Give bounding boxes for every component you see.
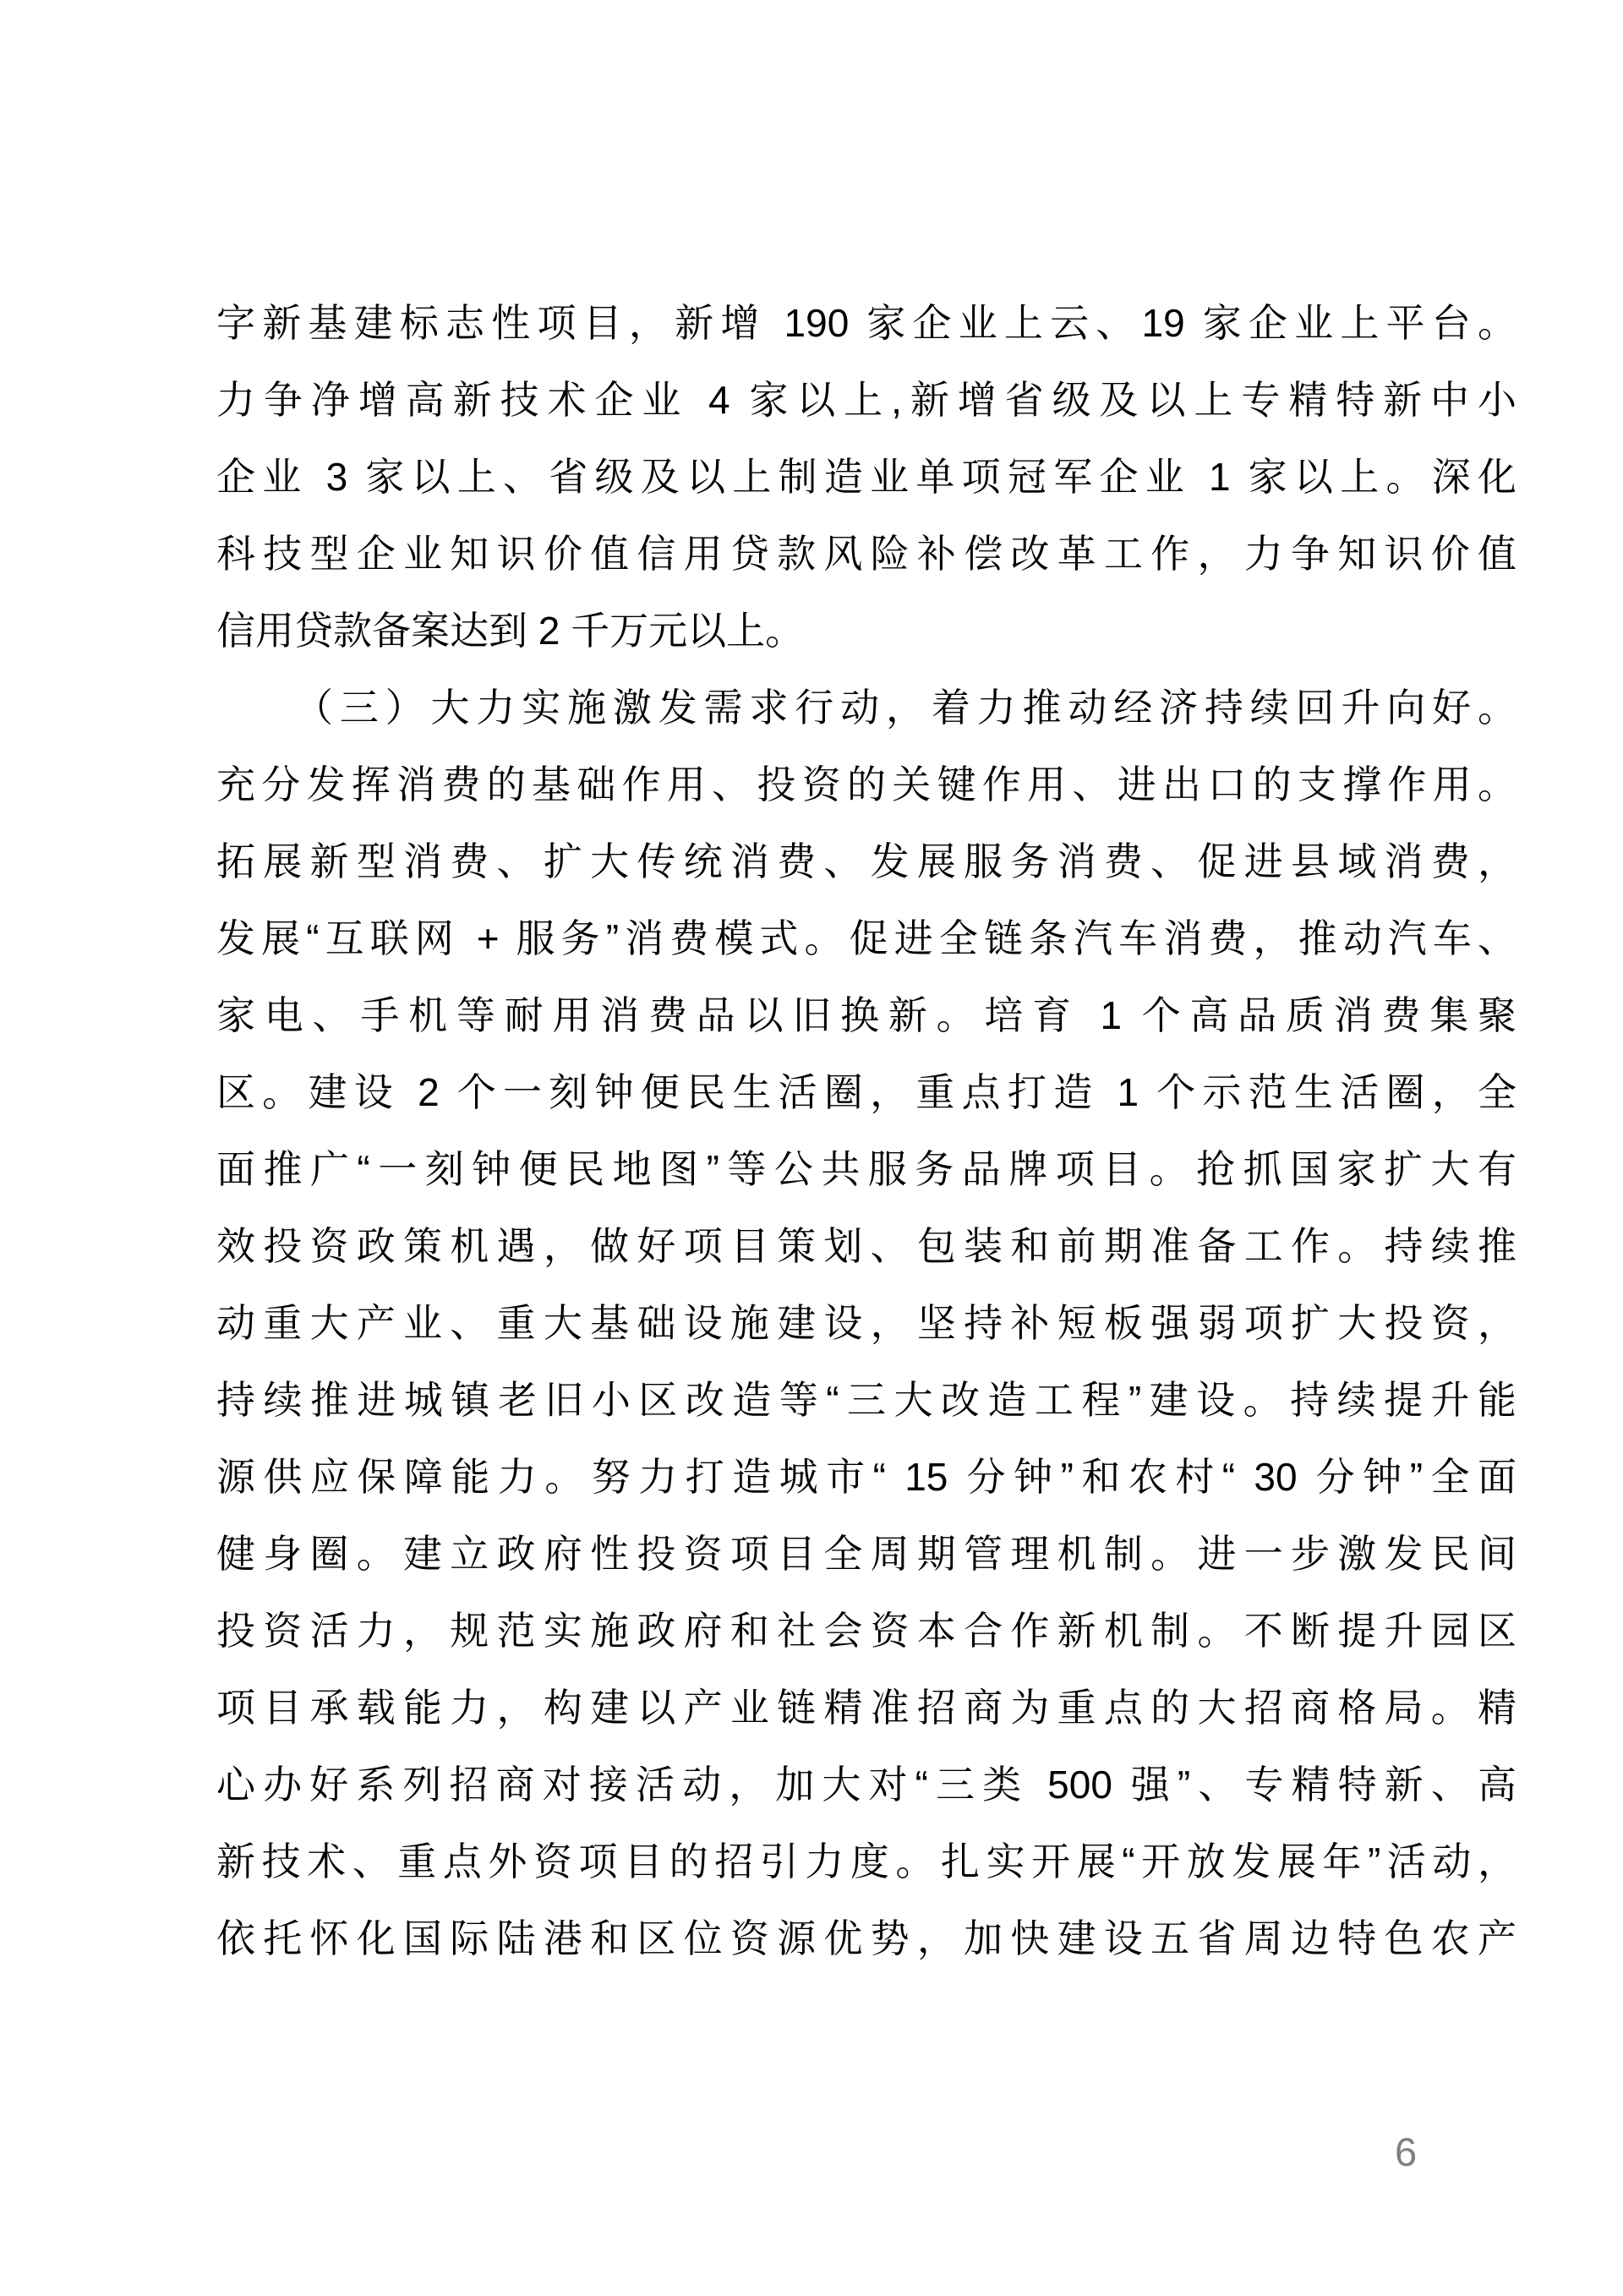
text-line: 健身圈。建立政府性投资项目全周期管理机制。进一步激发民间	[216, 1532, 1516, 1576]
text-line: 新技术、重点外资项目的招引力度。扎实开展“开放发展年”活动，	[216, 1840, 1516, 1883]
text-line: 字新基建标志性项目，新增 190 家企业上云、19 家企业上平台。	[216, 301, 1516, 345]
text-line: 源供应保障能力。努力打造城市“ 15 分钟”和农村“ 30 分钟”全面	[216, 1455, 1516, 1499]
text-line: （三）大力实施激发需求行动，着力推动经济持续回升向好。	[294, 686, 1516, 730]
text-line: 信用贷款备案达到 2 千万元以上。	[216, 609, 805, 653]
text-line: 持续推进城镇老旧小区改造等“三大改造工程”建设。持续提升能	[216, 1378, 1516, 1422]
text-line: 区。建设 2 个一刻钟便民生活圈，重点打造 1 个示范生活圈，全	[216, 1070, 1516, 1114]
document-body	[216, 285, 1516, 1977]
text-line: 拓展新型消费、扩大传统消费、发展服务消费、促进县域消费，	[216, 839, 1516, 883]
text-line: 效投资政策机遇，做好项目策划、包装和前期准备工作。持续推	[216, 1224, 1516, 1268]
text-line: 力争净增高新技术企业 4 家以上,新增省级及以上专精特新中小	[216, 378, 1516, 422]
text-line: 心办好系列招商对接活动，加大对“三类 500 强”、专精特新、高	[216, 1763, 1516, 1807]
text-line: 家电、手机等耐用消费品以旧换新。培育 1 个高品质消费集聚	[216, 993, 1516, 1037]
text-line: 面推广“一刻钟便民地图”等公共服务品牌项目。抢抓国家扩大有	[216, 1147, 1516, 1191]
text-line: 投资活力，规范实施政府和社会资本合作新机制。不断提升园区	[216, 1609, 1516, 1653]
text-line: 项目承载能力，构建以产业链精准招商为重点的大招商格局。精	[216, 1686, 1516, 1730]
text-line: 发展“互联网 + 服务”消费模式。促进全链条汽车消费，推动汽车、	[216, 916, 1516, 960]
text-line: 依托怀化国际陆港和区位资源优势，加快建设五省周边特色农产	[216, 1916, 1516, 1960]
page-number: 6	[1395, 2129, 1418, 2174]
text-line: 科技型企业知识价值信用贷款风险补偿改革工作，力争知识价值	[216, 532, 1516, 576]
text-line: 动重大产业、重大基础设施建设，坚持补短板强弱项扩大投资，	[216, 1301, 1516, 1345]
text-line: 充分发挥消费的基础作用、投资的关键作用、进出口的支撑作用。	[216, 763, 1516, 806]
text-line: 企业 3 家以上、省级及以上制造业单项冠军企业 1 家以上。深化	[216, 455, 1516, 499]
